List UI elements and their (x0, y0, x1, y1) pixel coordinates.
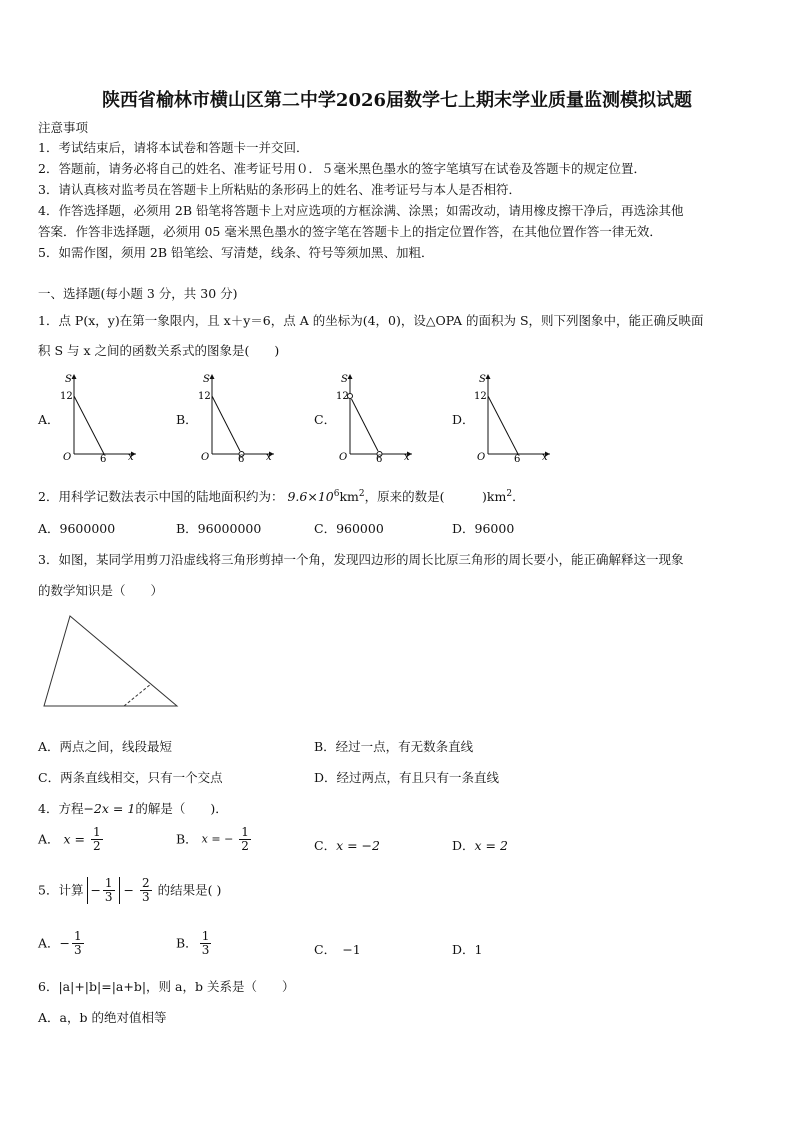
minus-sign: − (123, 882, 135, 898)
q5-option-b (176, 930, 213, 957)
notice-item: 2．答题前，请务必将自己的姓名、准考证号用０．５毫米黑色墨水的签字笔填写在试卷及答题卡的规定位置． (38, 161, 646, 176)
q4-option-c (314, 838, 380, 854)
notice-item: 1．考试结束后，请将本试卷和答题卡一并交回． (38, 140, 309, 155)
question-1-line2: 积 S 与 x 之间的函数关系式的图象是( ) (38, 343, 280, 358)
tick-12: 12 (198, 391, 211, 402)
option-text: x = −2 (336, 838, 380, 853)
axis-x-label: x (542, 452, 548, 462)
question-6: 6．|a|+|b|=|a+b|，则 a，b 关系是（ ） (38, 979, 295, 994)
fraction-numerator: 1 (93, 825, 101, 839)
q2-prefix: 2．用科学记数法表示中国的陆地面积约为： (38, 489, 284, 505)
q4-option-a (38, 826, 105, 853)
q2-end: ． (512, 489, 525, 505)
q2-unit-exponent: 2 (358, 489, 365, 499)
axis-s-label: S (203, 374, 210, 385)
option-label: C． (314, 838, 337, 853)
fraction-numerator: 2 (142, 876, 150, 890)
axis-s-label: S (479, 374, 486, 385)
fraction-denominator: 3 (201, 943, 210, 957)
q4-suffix: 的解是（ )． (135, 801, 228, 816)
q5-option-a (38, 930, 86, 957)
tick-6: 6 (514, 454, 521, 462)
q1-option-b-label: B． (176, 412, 198, 427)
axis-s-label: S (65, 374, 72, 385)
q3-triangle-figure (40, 612, 185, 710)
tick-6: 6 (238, 454, 245, 462)
option-label: D． (452, 838, 475, 853)
page-title: 陕西省榆林市横山区第二中学2026届数学七上期末学业质量监测模拟试题 (101, 90, 693, 111)
origin-label: O (63, 452, 72, 462)
q1-graph-a (58, 370, 138, 462)
origin-label: O (201, 452, 210, 462)
q4-option-d (452, 838, 508, 854)
q5-option-d: D．1 (452, 942, 483, 957)
fraction-denominator: 3 (104, 890, 113, 904)
q4-option-b (176, 826, 253, 853)
q1-option-a-label: A． (38, 412, 60, 427)
sign: − (90, 882, 101, 898)
q2-option-a: A．9600000 (38, 521, 116, 536)
option-label: B． (176, 831, 198, 847)
fraction-numerator: 1 (241, 825, 249, 839)
q2-mantissa: 9.6×10 (287, 489, 334, 505)
q2-exponent: 6 (333, 489, 340, 499)
q3-option-a: A．两点之间，线段最短 (38, 739, 173, 754)
q2-option-d: D．96000 (452, 521, 515, 536)
question-3-line1: 3．如图，某同学用剪刀沿虚线将三角形剪掉一个角，发现四边形的周长比原三角形的周长要小，能正确解释这一现象 (38, 552, 684, 567)
absolute-value (87, 877, 119, 904)
q2-option-b: B．96000000 (176, 521, 262, 536)
question-1-line1: 1．点 P(x，y)在第一象限内，且 x＋y＝6，点 A 的坐标为(4，0)，设△OPA 的面积为 S，则下列图象中，能正确反映面 (38, 313, 704, 328)
q4-prefix: 4．方程 (38, 801, 84, 816)
notice-item: 3．请认真核对监考员在答题卡上所粘贴的条形码上的姓名、准考证号与本人是否相符． (38, 182, 521, 197)
q3-option-d: D．经过两点，有且只有一条直线 (314, 770, 500, 785)
tick-6: 6 (100, 454, 107, 462)
q1-option-c-label: C． (314, 412, 337, 427)
q6-option-a: A．a，b 的绝对值相等 (38, 1010, 167, 1025)
notice-heading: 注意事项 (38, 120, 89, 135)
axis-s-label: S (341, 374, 348, 385)
q2-unit: km (486, 489, 507, 505)
q1-graph-b (196, 370, 276, 462)
notice-item: 5．如需作图，须用 2B 铅笔绘、写清楚，线条、符号等须加黑、加粗． (38, 245, 434, 260)
sign: − (59, 935, 71, 951)
fraction-numerator: 1 (104, 876, 113, 890)
q1-option-d-label: D． (452, 412, 475, 427)
option-label: B． (176, 935, 198, 951)
fraction-numerator: 1 (201, 929, 210, 943)
tick-12: 12 (60, 391, 73, 402)
tick-6: 6 (376, 454, 383, 462)
notice-item: 4．作答选择题，必须用 2B 铅笔将答题卡上对应选项的方框涂满、涂黑；如需改动，请用橡皮擦干净后，再选涂其他 (38, 203, 684, 218)
fraction-denominator: 3 (142, 890, 150, 904)
option-text: x = 2 (474, 838, 508, 853)
option-var: x = − (201, 832, 234, 846)
q3-option-c: C．两条直线相交，只有一个交点 (38, 770, 223, 785)
origin-label: O (339, 452, 348, 462)
q4-equation: −2x = 1 (83, 801, 136, 816)
q2-unit-exponent: 2 (506, 489, 513, 499)
fraction-denominator: 2 (93, 839, 101, 853)
q5-option-c: C． −1 (314, 942, 361, 957)
q2-middle: ，原来的数是( ) (364, 489, 487, 505)
q2-unit: km (339, 489, 359, 505)
tick-12: 12 (336, 391, 349, 402)
option-label: A． (38, 935, 60, 951)
q5-suffix: 的结果是( ) (157, 882, 222, 898)
axis-x-label: x (128, 452, 134, 462)
origin-label: O (477, 452, 486, 462)
question-3-line2: 的数学知识是（ ） (38, 583, 164, 598)
fraction-numerator: 1 (74, 929, 82, 943)
q5-prefix: 5．计算 (38, 882, 84, 898)
fraction-denominator: 2 (241, 839, 249, 853)
q1-graph-d (472, 370, 552, 462)
option-var: x = (63, 831, 86, 847)
option-label: A． (38, 831, 60, 847)
question-5 (38, 877, 221, 904)
q2-option-c: C．960000 (314, 521, 384, 536)
question-4 (38, 801, 228, 817)
tick-12: 12 (474, 391, 487, 402)
fraction-denominator: 3 (74, 943, 82, 957)
section-heading: 一、选择题(每小题 3 分，共 30 分) (38, 286, 238, 301)
q3-option-b: B．经过一点，有无数条直线 (314, 739, 474, 754)
axis-x-label: x (404, 452, 410, 462)
axis-x-label: x (266, 452, 272, 462)
notice-item: 答案．作答非选择题，必须用 05 毫米黑色墨水的签字笔在答题卡上的指定位置作答，在其他位置作答一律无效． (38, 224, 662, 239)
q1-graph-c (334, 370, 414, 462)
question-2 (38, 486, 525, 505)
